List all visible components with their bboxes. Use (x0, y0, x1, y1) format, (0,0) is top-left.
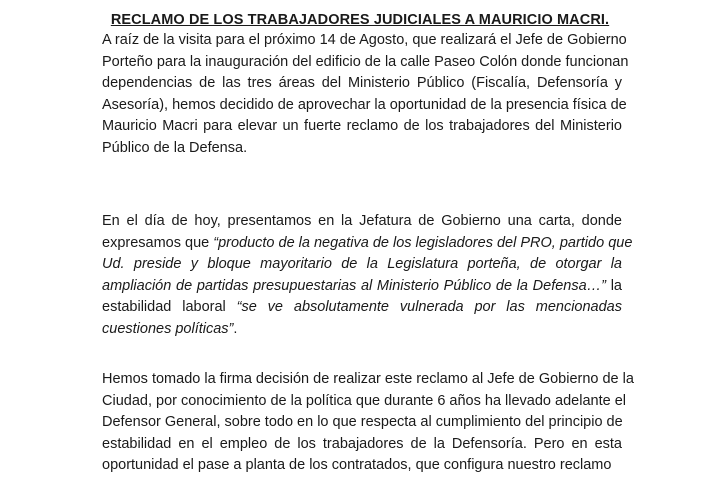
paragraph-1 (102, 30, 629, 159)
text-segment: estabilidad en el empleo de los trabajadores de la Defensoría. Pero en esta (102, 435, 622, 452)
quoted-text: ampliación de partidas presupuestarias al Ministerio Público de la Defensa…” (102, 277, 607, 294)
text-segment: Ciudad, por conocimiento de la política que durante 6 años ha llevado adelante el (102, 392, 626, 409)
text-line (102, 297, 622, 319)
text-segment: dependencias de las tres áreas del Ministerio Público (Fiscalía, Defensoría y (102, 75, 622, 91)
text-line (102, 116, 622, 138)
text-line (102, 319, 622, 341)
text-line (102, 138, 622, 160)
text-line (102, 73, 622, 95)
text-line (102, 276, 622, 298)
quoted-text: Ud. preside y bloque mayoritario de la Legislatura porteña, de otorgar la (102, 256, 622, 272)
text-segment: Mauricio Macri para elevar un fuerte reclamo de los trabajadores del Ministerio (102, 118, 622, 134)
paragraph-2 (102, 211, 633, 340)
text-segment: oportunidad el pase a planta de los contratados, que configura nuestro reclamo (102, 457, 612, 473)
text-segment: A raíz de la visita para el próximo 14 de Agosto, que realizará el Jefe de Gobierno (102, 32, 627, 48)
text-line (102, 95, 627, 117)
text-segment: estabilidad laboral (102, 299, 237, 315)
document-title: RECLAMO DE LOS TRABAJADORES JUDICIALES A MAURICIO MACRI. (110, 12, 610, 28)
paragraph-3 (102, 369, 634, 477)
text-line (102, 434, 622, 456)
text-line (102, 391, 626, 413)
text-line (102, 369, 634, 391)
text-line (102, 211, 622, 233)
text-line (102, 254, 622, 276)
text-segment: . (233, 320, 238, 337)
text-line (102, 233, 633, 255)
quoted-text: “producto de la negativa de los legisladores del PRO, partido que (213, 234, 633, 251)
text-segment: la (606, 277, 622, 294)
text-line (102, 52, 629, 74)
text-segment: Hemos tomado la firma decisión de realizar este reclamo al Jefe de Gobierno de la (102, 371, 634, 387)
text-segment: En el día de hoy, presentamos en la Jefatura de Gobierno una carta, donde (102, 213, 622, 229)
text-segment: expresamos que (102, 234, 214, 251)
quoted-text: “se ve absolutamente vulnerada por las mencionadas (236, 299, 622, 315)
text-segment: Público de la Defensa. (102, 139, 248, 156)
text-segment: Asesoría), hemos decidido de aprovechar la oportunidad de la presencia física de (102, 96, 627, 113)
text-line (102, 455, 622, 477)
text-line (102, 30, 627, 52)
quoted-text: cuestiones políticas” (102, 320, 234, 337)
text-segment: Porteño para la inauguración del edificio de la calle Paseo Colón donde funcionan (102, 53, 629, 70)
text-line (102, 412, 622, 434)
text-segment: Defensor General, sobre todo en lo que respecta al cumplimiento del principio de (102, 414, 623, 430)
